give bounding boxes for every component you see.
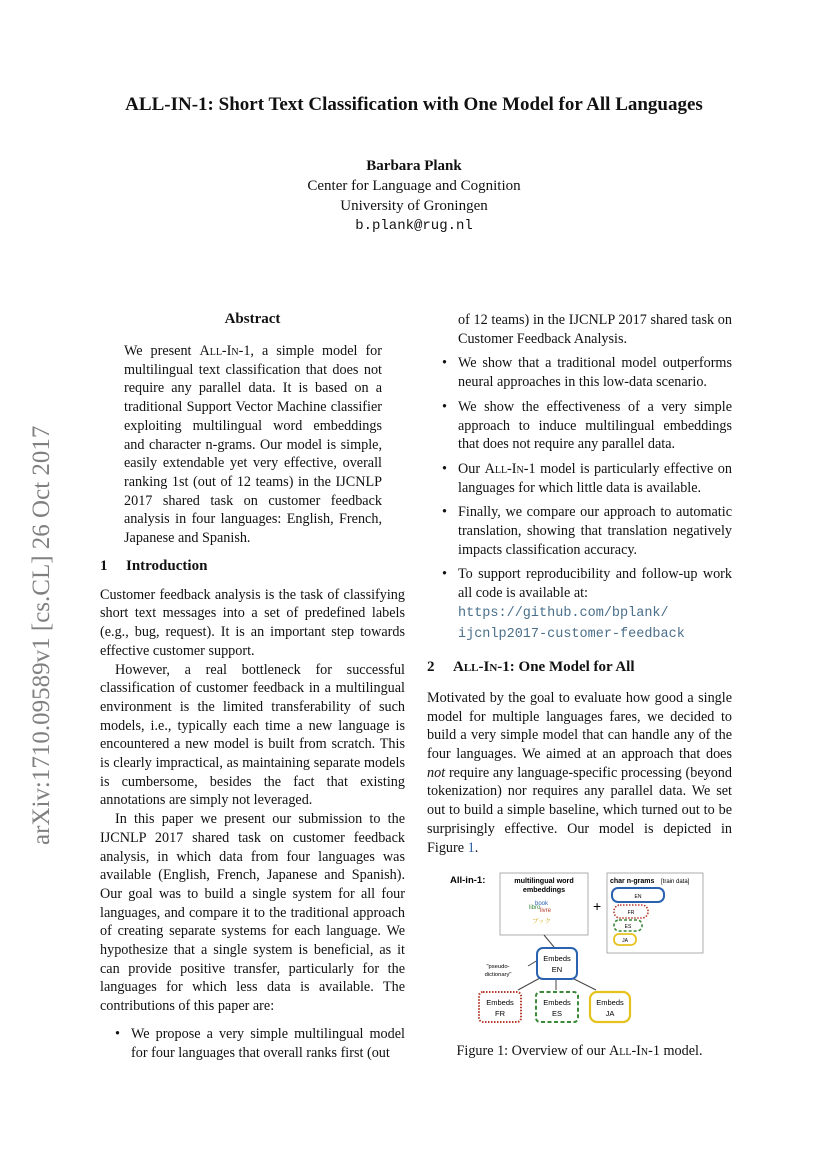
contribution-item-2: • We show that a traditional model outperforms neural approaches in this low-data scenario. bbox=[427, 354, 732, 391]
right-column bbox=[427, 311, 732, 857]
char-en-label: EN bbox=[634, 894, 642, 900]
contribution-item-4: • Our All-In-1 model is particularly effective on languages for which little data is available. bbox=[427, 460, 732, 497]
char-ngrams-title: char n-grams bbox=[610, 878, 655, 885]
section-2-paragraph: Motivated by the goal to evaluate how good a single model for multiple languages fares, we decided to build a very simple model that can handle any of the four languages. We aimed at an approach that does not require any language-specific processing (beyond tokenization) nor requires any parallel data. We set out to build a simple baseline, which turned out to be surprisingly effective. Our model is depicted in Figure 1. bbox=[427, 689, 732, 856]
author-name: Barbara Plank bbox=[366, 158, 462, 174]
affiliation-line-1: Center for Language and Cognition bbox=[307, 178, 521, 194]
contribution-item-6: • To support reproducibility and follow-up work all code is available at: https://github.com/bplank/ ijcnlp2017-customer-feedback bbox=[427, 565, 732, 644]
embeds-fr-title: Embeds bbox=[486, 998, 514, 1007]
embeds-es-title: Embeds bbox=[543, 998, 571, 1007]
intro-paragraph-2: However, a real bottleneck for successful classification of customer feedback in a multilingual environment is the limited transferability of such models, i.e., typically each time a new language is encountered a new model is built from scratch. This is clearly impractical, as maintaining separate models is cumbersome, besides the fact that existing annotations are simply not leveraged. bbox=[100, 661, 405, 809]
char-es-label: ES bbox=[624, 924, 632, 930]
word-japanese: ブック bbox=[532, 918, 552, 925]
word-libro: libro bbox=[529, 905, 541, 911]
word-book: book bbox=[535, 901, 549, 907]
char-ja-label: JA bbox=[622, 938, 628, 944]
figure-1-ref-link[interactable]: 1 bbox=[467, 839, 475, 856]
contribution-item-5: • Finally, we compare our approach to automatic translation, showing that translation negatively impacts classification accuracy. bbox=[427, 503, 732, 559]
embeds-ja-title: Embeds bbox=[596, 998, 624, 1007]
intro-paragraph-3: In this paper we present our submission to the IJCNLP 2017 shared task on customer feedback analysis, in which data from four languages was available (English, French, Japanese and Spanish). Our goal was to build a single system for all four languages, and compare it to the traditional approach of creating separate systems for each language. We hypothesize that a single system is beneficial, as it can provide positive transfer, particularly for the languages for which less data is available. The contributions of this paper are: bbox=[100, 811, 405, 1015]
embeds-en-lang: EN bbox=[551, 965, 563, 974]
contribution-item-1: • We propose a very simple multilingual model for four languages that overall ranks first (out bbox=[100, 1025, 405, 1062]
embeds-ja-lang: JA bbox=[605, 1009, 615, 1018]
affiliation-line-2: University of Groningen bbox=[340, 198, 488, 214]
contribution-item-3: • We show the effectiveness of a very simple approach to induce multilingual embeddings that does not require any parallel data. bbox=[427, 398, 732, 454]
pseudo-dictionary-label-1: "pseudo- bbox=[486, 964, 510, 970]
mwe-title-1: multilingual word bbox=[514, 876, 574, 885]
arxiv-identifier: arXiv:1710.09589v1 [cs.CL] 26 Oct 2017 bbox=[28, 425, 55, 845]
char-ngrams-note: [train data] bbox=[661, 879, 690, 885]
code-url-link[interactable]: https://github.com/bplank/ ijcnlp2017-customer-feedback bbox=[458, 605, 685, 642]
embeds-fr-lang: FR bbox=[495, 1009, 505, 1018]
intro-paragraph-1: Customer feedback analysis is the task of classifying short text messages into a set of predefined labels (e.g., bug, request). It is an important step towards effective customer support. bbox=[100, 586, 405, 659]
char-fr-label: FR bbox=[627, 910, 635, 916]
plus-sign: + bbox=[593, 898, 602, 914]
connector-en-fr bbox=[518, 978, 540, 990]
mwe-title-2: embeddings bbox=[522, 885, 566, 894]
contribution-item-1-continued: of 12 teams) in the IJCNLP 2017 shared task on Customer Feedback Analysis. bbox=[458, 312, 732, 347]
figure-1-diagram bbox=[446, 868, 736, 1028]
paper-title: ALL-IN-1: Short Text Classification with One Model for All Languages bbox=[125, 94, 703, 115]
figure-label: All-in-1: bbox=[450, 875, 486, 886]
word-livre: livre bbox=[540, 908, 552, 914]
pseudo-dictionary-label-2: dictionary" bbox=[484, 972, 512, 978]
embeds-en-box bbox=[537, 948, 577, 979]
author-email: b.plank@rug.nl bbox=[355, 218, 473, 234]
connector-en-ja bbox=[572, 978, 596, 990]
abstract-heading: Abstract bbox=[224, 311, 281, 327]
embeds-es-lang: ES bbox=[551, 1009, 563, 1018]
figure-1-caption: Figure 1: Overview of our All-In-1 model. bbox=[456, 1043, 703, 1059]
abstract-body: We present All-In-1, a simple model for multilingual text classification that does not require any parallel data. It is based on a traditional Support Vector Machine classifier exploiting multilingual word embeddings and character n-grams. Our model is simple, easily extendable yet very effective, overall ranking 1st (out of 12 teams) in the IJCNLP 2017 shared task on customer feedback analysis in four languages: English, French, Japanese and Spanish. bbox=[124, 343, 382, 547]
embeds-en-title: Embeds bbox=[543, 954, 571, 963]
intro-heading: 1 Introduction bbox=[100, 558, 208, 574]
connector-mwe-en bbox=[544, 935, 554, 947]
section-2-heading: 2 All-In-1: One Model for All bbox=[427, 659, 635, 676]
intro-section bbox=[100, 557, 405, 1068]
